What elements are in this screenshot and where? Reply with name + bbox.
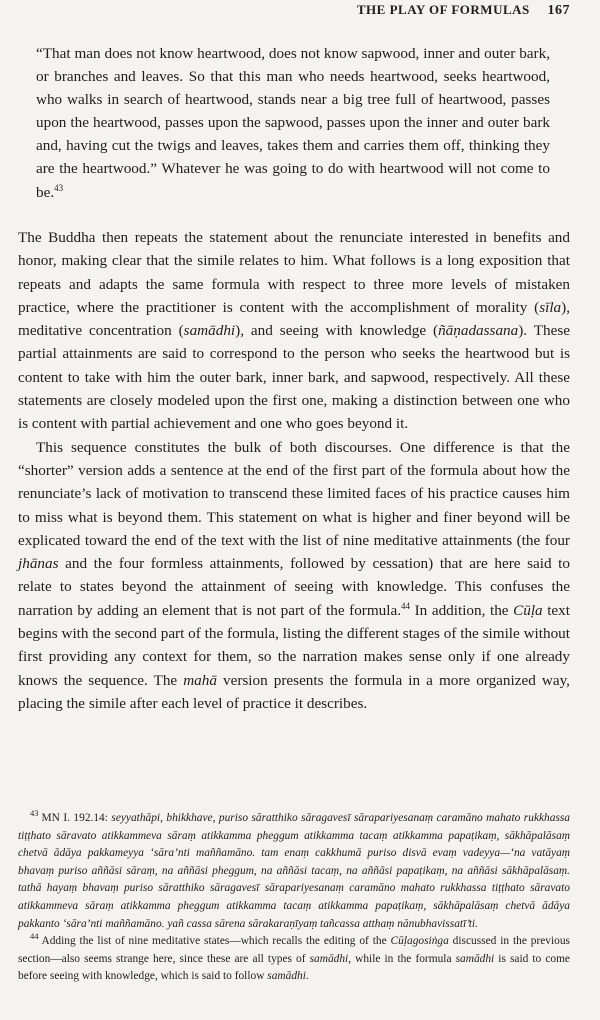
running-header — [357, 2, 570, 19]
footnote-citation: MN I. 192.14: — [41, 812, 112, 824]
footnote-43 — [18, 810, 570, 933]
italic-term: samādhi — [455, 952, 495, 965]
italic-term: sīla — [539, 298, 562, 316]
text-run: text begins with the second part of the formula, listing the different stages of the simile without first providing any context for them, so the narration makes sense only if one already knows the sequence. The — [18, 601, 570, 689]
italic-term: samādhi — [267, 970, 306, 983]
quote-paragraph — [36, 42, 550, 204]
block-quote — [36, 42, 550, 204]
text-run: , while in the formula — [348, 952, 456, 965]
paragraph-2 — [18, 436, 570, 716]
text-run: The Buddha then repeats the statement about the renunciate interested in benefits and honor, making clear that the simile relates to him. What follows is a long exposition that repeats and adapts the same formula with respect to three more levels of mistaken practice, where the practitioner is content with the accomplishment of morality ( — [18, 229, 570, 316]
italic-term: samādhi — [183, 322, 236, 340]
footnote-ref-44[interactable]: 44 — [401, 600, 411, 611]
text-run: ), and seeing with knowledge ( — [235, 322, 439, 340]
body-text — [18, 226, 570, 715]
footnote-number: 43 — [30, 808, 39, 819]
italic-term: samādhi — [309, 952, 349, 965]
page-number: 167 — [547, 3, 570, 18]
paragraph-1 — [18, 226, 570, 436]
italic-term: Cūḷa — [513, 601, 543, 619]
italic-term: mahā — [183, 671, 217, 689]
footnote-44 — [18, 933, 570, 986]
text-run: discussed in the previous section—also seems strange here, since these are all types of — [18, 935, 570, 965]
text-run: . — [305, 970, 309, 983]
footnote-ref-43[interactable]: 43 — [54, 182, 64, 193]
italic-term: Cūḷagosiṅga — [390, 935, 449, 948]
text-run: Adding the list of nine meditative states—which recalls the editing of the — [41, 935, 391, 948]
text-run: version presents the formula in a more organized way, placing the simile after each level of practice it describes. — [18, 671, 570, 712]
text-run: This sequence constitutes the bulk of both discourses. One difference is that the “shorter” version adds a sentence at the end of the first part of the formula about how the renunciate’s lack of motivation to transcend these limited faces of his practice causes him to miss what is beyond them. This statement on what is higher and finer beyond will be explicated toward the end of the text with the list of nine meditative attainments (the four — [18, 438, 570, 549]
italic-term: jhānas — [18, 555, 59, 573]
text-run: ), meditative concentration ( — [18, 298, 570, 340]
footnote-number: 44 — [30, 931, 39, 942]
running-title: THE PLAY OF FORMULAS — [356, 2, 530, 17]
pali-text: seyyathāpi, bhikkhave, puriso sāratthiko sāragavesī sārapariyesanaṃ caramāno mahato rukkhassa tiṭṭhato sāravato atikkammeva sāraṃ atikkamma pheggum atikkamma tacaṃ atikkamma papaṭikaṃ, sākhāpalāsaṃ chetvā ādāya pakkameyya ‘sāra’nti maññamāno. tam enaṃ cakkhumā puriso disvā evaṃ vadeyya—‘na vatāyaṃ bhavaṃ puriso aññāsi sāraṃ, na aññāsi pheggum, na aññāsi tacaṃ, na aññāsi papaṭikaṃ, na aññāsi sākhāpalāsaṃ. tathā hayaṃ bhavaṃ puriso sāratthiko sāragavesī sārapariyesanaṃ caramāno mahato rukkhassa tiṭṭhato sāravato atikkammeva sāraṃ atikkamma pheggum atikkamma tacaṃ atikkamma papaṭikaṃ, sākhāpalāsaṃ chetvā ādāya pakkanto ‘sāra’nti maññamāno. yañ cassa sārena sārakaraṇīyaṃ tañcassa atthaṃ nānubhavissatī’ti. — [18, 812, 571, 930]
text-run: ). These partial attainments are said to correspond to the person who seeks the heartwood but is content to take with him the outer bark, inner bark, and sapwood, respectively. All these statements are closely modeled upon the first one, making a distinction between one who is content with partial achievement and one who goes beyond it. — [18, 322, 571, 433]
quote-text: “That man does not know heartwood, does not know sapwood, inner and outer bark, or branches and leaves. So that this man who needs heartwood, seeks heartwood, who walks in search of heartwood, stands near a big tree full of heartwood, passes upon the heartwood, passes upon the sapwood, passes upon the inner and outer bark and, having cut the twigs and leaves, takes them and carries them off, thinking they are the heartwood.” Whatever he was going to do with heartwood will not come to be. — [36, 45, 550, 201]
text-run: and the four formless attainments, followed by cessation) that are here said to relate to states beyond the attainment of seeing with knowledge. This confuses the narration by adding an element that is not part of the formula. — [18, 555, 570, 619]
text-run: is said to come before seeing with knowledge, which is said to follow — [18, 952, 570, 983]
text-run: In addition, the — [410, 601, 514, 619]
italic-term: ñāṇadassana — [438, 322, 519, 340]
footnotes — [18, 810, 570, 986]
